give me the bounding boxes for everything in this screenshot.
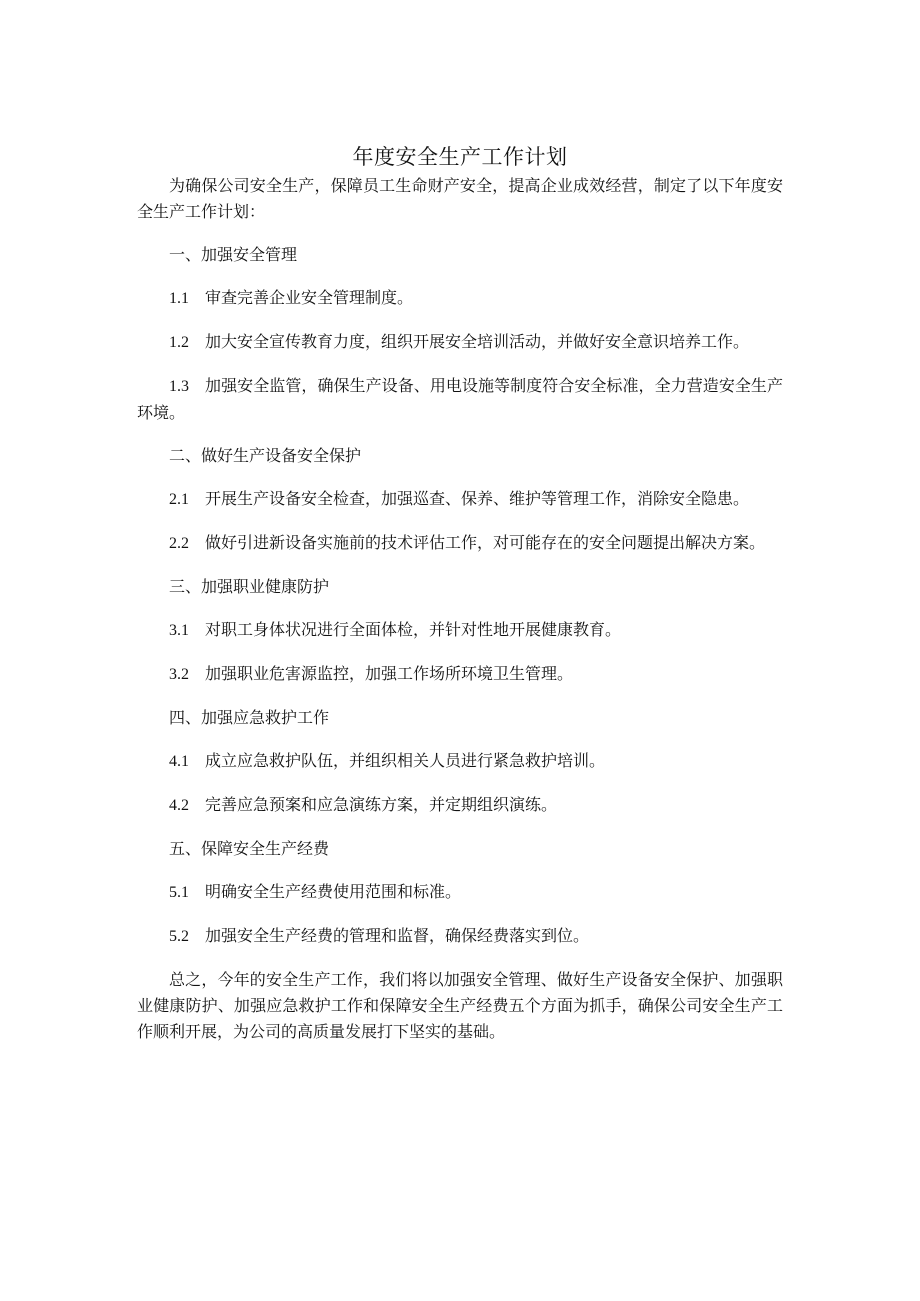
conclusion-paragraph: 总之，今年的安全生产工作，我们将以加强安全管理、做好生产设备安全保护、加强职业健康防护、加强应急救护工作和保障安全生产经费五个方面为抓手，确保公司安全生产工作顺利开展，为公司的高质量发展打下坚实的基础。 (137, 970, 783, 1041)
section-item (137, 879, 783, 906)
item-number: 2.1 (169, 491, 189, 508)
item-number: 1.1 (169, 290, 189, 307)
item-number: 2.2 (169, 535, 189, 552)
item-text: 完善应急预案和应急演练方案，并定期组织演练。 (205, 795, 558, 814)
section-heading: 一、加强安全管理 (169, 245, 298, 264)
document-body (137, 141, 783, 1045)
item-number: 5.1 (169, 884, 189, 901)
section-item (137, 373, 783, 426)
intro-paragraph: 为确保公司安全生产，保障员工生命财产安全，提高企业成效经营，制定了以下年度安全生产工作计划： (137, 176, 783, 221)
item-text: 开展生产设备安全检查，加强巡查、保养、维护等管理工作，消除安全隐患。 (205, 489, 750, 508)
section-item (137, 923, 783, 950)
item-number: 5.2 (169, 928, 189, 945)
item-text: 加强安全监管，确保生产设备、用电设施等制度符合安全标准，全力营造安全生产环境。 (137, 376, 783, 422)
section-heading: 五、保障安全生产经费 (169, 839, 330, 858)
item-text: 明确安全生产经费使用范围和标准。 (205, 882, 462, 901)
section-item (137, 285, 783, 312)
item-text: 加强职业危害源监控，加强工作场所环境卫生管理。 (205, 664, 574, 683)
section-item (137, 329, 783, 356)
item-number: 3.1 (169, 622, 189, 639)
document-title: 年度安全生产工作计划 (352, 145, 568, 169)
section-item (137, 617, 783, 644)
item-text: 做好引进新设备实施前的技术评估工作，对可能存在的安全问题提出解决方案。 (205, 533, 766, 552)
section-item (137, 486, 783, 513)
item-text: 对职工身体状况进行全面体检，并针对性地开展健康教育。 (205, 620, 622, 639)
section-heading: 四、加强应急救护工作 (169, 708, 330, 727)
section-heading: 三、加强职业健康防护 (169, 577, 330, 596)
section-item (137, 661, 783, 688)
item-number: 1.3 (169, 378, 189, 395)
section-item (137, 530, 783, 557)
item-text: 加强安全生产经费的管理和监督，确保经费落实到位。 (205, 926, 590, 945)
item-number: 3.2 (169, 666, 189, 683)
section-heading: 二、做好生产设备安全保护 (169, 446, 362, 465)
section-item (137, 792, 783, 819)
item-number: 4.1 (169, 753, 189, 770)
item-text: 成立应急救护队伍，并组织相关人员进行紧急救护培训。 (205, 751, 606, 770)
item-text: 加大安全宣传教育力度，组织开展安全培训活动，并做好安全意识培养工作。 (205, 332, 750, 351)
section-item (137, 748, 783, 775)
item-number: 1.2 (169, 334, 189, 351)
item-text: 审查完善企业安全管理制度。 (205, 288, 414, 307)
item-number: 4.2 (169, 797, 189, 814)
